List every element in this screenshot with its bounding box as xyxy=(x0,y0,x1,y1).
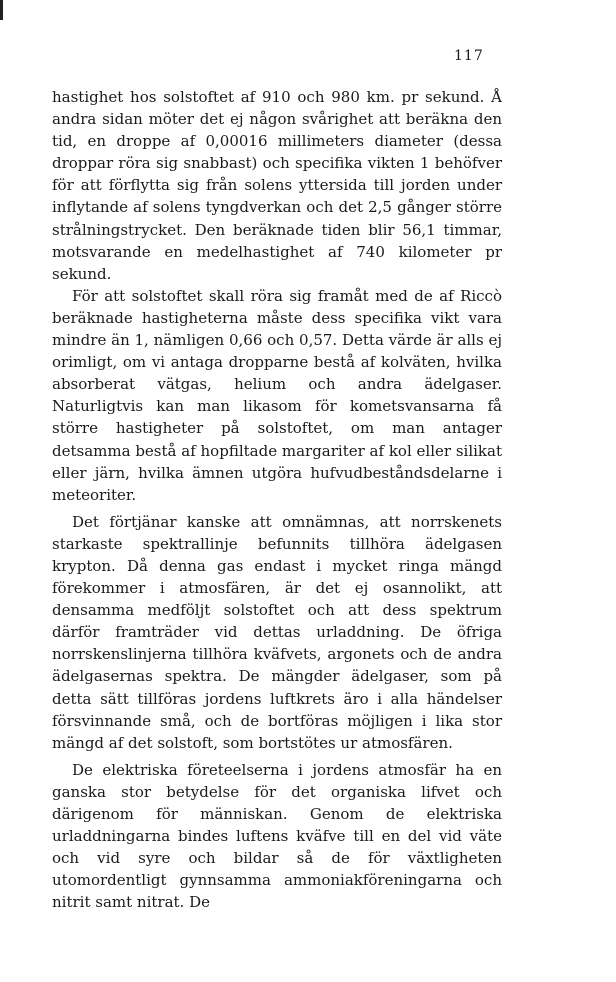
paragraph-atmospheric-electricity: De elektriska företeelserna i jordens atmosfär ha en ganska stor betydelse för det organiska lifvet och därigenom för människan. Genom de elektriska urladdningarna bindes luftens kväfve till en del vid väte och vid syre och bildar så de för växtligheten utomordentligt gynnsamma ammoniakföreningarna och nitrit samt nitrat. De xyxy=(52,760,502,912)
page-body xyxy=(52,86,502,913)
page-edge-mark xyxy=(0,0,3,20)
paragraph-solar-dust-speed: hastighet hos solstoftet af 910 och 980 km. pr sekund. Å andra sidan möter det ej någon svårighet att beräkna den tid, en droppe af 0,00016 millimeters diameter (dessa droppar röra sig snabbast) och specifika vikten 1 behöfver för att förflytta sig från solens yttersida till jorden under inflytande af solens tyngdverkan och det 2,5 gånger större strålningstrycket. Den beräknade tiden blir 56,1 timmar, motsvarande en medelhastighet af 740 kilometer pr sekund. xyxy=(52,88,502,283)
paragraph-krypton-aurora: Det förtjänar kanske att omnämnas, att norrskenets starkaste spektrallinje befunnits tillhöra ädelgasen krypton. Då denna gas endast i mycket ringa mängd förekommer i atmosfären, är det ej osannolikt, att densamma medföljt solstoftet och att dess spektrum därför framträder vid dettas urladdning. De öfriga norrskenslinjerna tillhöra kväfvets, argonets och de andra ädelgasernas spektra. De mängder ädelgaser, som på detta sätt tillföras jordens luftkrets äro i alla händelser försvinnande små, och de bortföras möjligen i lika stor mängd af det solstoft, som bortstötes ur atmosfären. xyxy=(52,512,502,752)
paragraph-specific-gravity: För att solstoftet skall röra sig framåt med de af Riccò beräknade hastigheterna måste dess specifika vikt vara mindre än 1, nämligen 0,66 och 0,57. Detta värde är alls ej orimligt, om vi antaga dropparne bestå af kolväten, hvilka absorberat vätgas, helium och andra ädelgaser. Naturligtvis kan man likasom för kometsvansarna få större hastigheter på solstoftet, om man antager detsamma bestå af hopfiltade margariter af kol eller silikat eller järn, hvilka ämnen utgöra hufvudbeståndsdelarne i meteoriter. xyxy=(52,286,502,504)
page-number: 117 xyxy=(454,48,484,64)
